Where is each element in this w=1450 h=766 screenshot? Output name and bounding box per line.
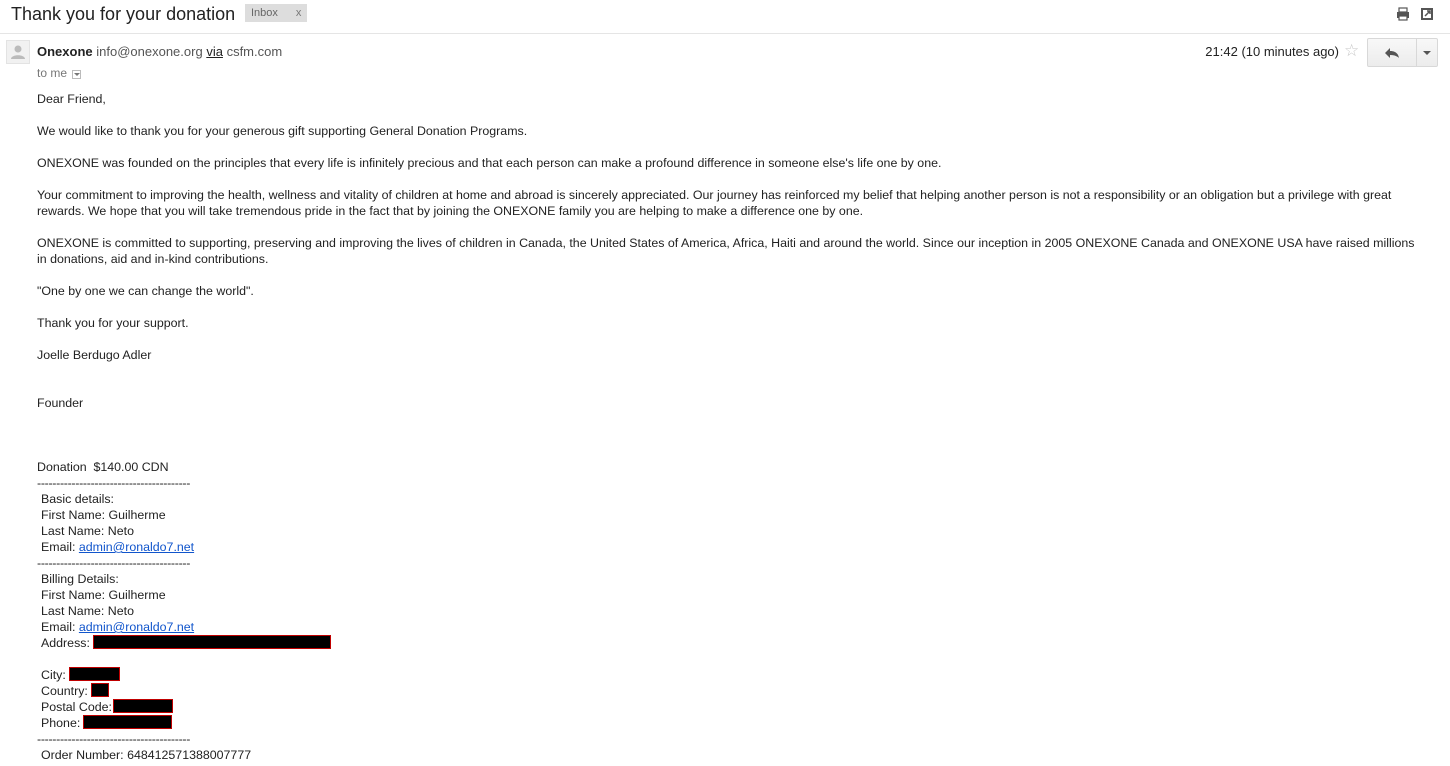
reply-arrow-icon: [1384, 47, 1400, 59]
paragraph-founding: ONEXONE was founded on the principles that every life is infinitely precious and that each person can make a profound difference in someone else's life one by one.: [37, 156, 942, 170]
paragraph-mission: ONEXONE is committed to supporting, preserving and improving the lives of children in Canada, the United States of America, Africa, Haiti and around the world. Since our inception in 2005 ONEXONE Canada and ONEXONE USA have raised millions in donations, aid and in-kind contributions.: [37, 236, 1415, 266]
basic-last-name: Last Name: Neto: [41, 524, 134, 538]
country-label: Country:: [41, 684, 88, 698]
basic-details-heading: Basic details:: [41, 492, 115, 506]
postal-label: Postal Code:: [41, 700, 112, 714]
signature-name: Joelle Berdugo Adler: [37, 348, 152, 362]
reply-button[interactable]: [1368, 39, 1417, 66]
more-options-button[interactable]: [1417, 39, 1437, 66]
billing-email-label: Email:: [41, 620, 76, 634]
label-name: Inbox: [251, 7, 278, 19]
via-link[interactable]: via: [206, 44, 223, 59]
billing-last-name: Last Name: Neto: [41, 604, 134, 618]
recipient-line: [37, 65, 81, 81]
sender-line: [37, 44, 282, 60]
thanks-line: Thank you for your support.: [37, 316, 189, 330]
quote: "One by one we can change the world".: [37, 284, 254, 298]
redacted-phone: [83, 715, 172, 729]
reply-button-group: [1367, 38, 1438, 67]
basic-email-label: Email:: [41, 540, 76, 554]
separator: ----------------------------------------: [37, 476, 191, 490]
redacted-address: [93, 635, 331, 649]
chevron-down-icon: [1423, 51, 1431, 55]
donation-amount: Donation $140.00 CDN: [37, 460, 169, 474]
star-icon[interactable]: ☆: [1344, 41, 1360, 60]
signature-title: Founder: [37, 396, 84, 410]
recipient-text: to me: [37, 66, 68, 80]
billing-details-heading: Billing Details:: [41, 572, 119, 586]
billing-postal-row: [37, 699, 1417, 715]
separator: ----------------------------------------: [37, 556, 191, 570]
remove-label-button[interactable]: x: [295, 7, 302, 19]
order-number: Order Number: 648412571388007777: [41, 748, 252, 762]
city-label: City:: [41, 668, 66, 682]
inbox-label[interactable]: [245, 4, 307, 22]
billing-first-name: First Name: Guilherme: [41, 588, 166, 602]
print-icon[interactable]: [1396, 7, 1410, 21]
greeting: Dear Friend,: [37, 92, 106, 106]
address-label: Address:: [41, 636, 90, 650]
message-timestamp: 21:42 (10 minutes ago): [1205, 44, 1339, 59]
sender-name[interactable]: Onexone: [37, 44, 93, 59]
basic-email-row: [37, 539, 1417, 555]
show-details-dropdown-icon[interactable]: [72, 70, 81, 79]
new-window-icon[interactable]: [1420, 7, 1434, 21]
billing-email-row: [37, 619, 1417, 635]
billing-country-row: [37, 683, 1417, 699]
email-body: [37, 91, 1417, 763]
paragraph-commitment: Your commitment to improving the health, wellness and vitality of children at home and abroad is sincerely appreciated. Our journey has reinforced my belief that helping another person is not a responsibility or an obligation but a privilege with great rewards. We hope that you will take tremendous pride in the fact that by joining the ONEXONE family you are helping to make a difference one by one.: [37, 188, 1392, 218]
billing-city-row: [37, 667, 1417, 683]
redacted-country: [91, 683, 109, 697]
basic-first-name: First Name: Guilherme: [41, 508, 166, 522]
redacted-postal-code: [113, 699, 173, 713]
billing-address-row: [37, 635, 1417, 651]
billing-email-link[interactable]: admin@ronaldo7.net: [78, 620, 195, 634]
email-subject: Thank you for your donation: [11, 4, 236, 24]
redacted-city: [69, 667, 120, 681]
person-icon: [7, 41, 29, 63]
separator: ----------------------------------------: [37, 732, 191, 746]
paragraph-thanks: We would like to thank you for your generous gift supporting General Donation Programs.: [37, 124, 528, 138]
billing-phone-row: [37, 715, 1417, 731]
via-domain: csfm.com: [226, 44, 283, 59]
sender-avatar: [6, 40, 30, 64]
sender-email: info@onexone.org: [96, 44, 203, 59]
basic-email-link[interactable]: admin@ronaldo7.net: [78, 540, 195, 554]
phone-label: Phone:: [41, 716, 81, 730]
subject-bar: [0, 0, 1450, 34]
